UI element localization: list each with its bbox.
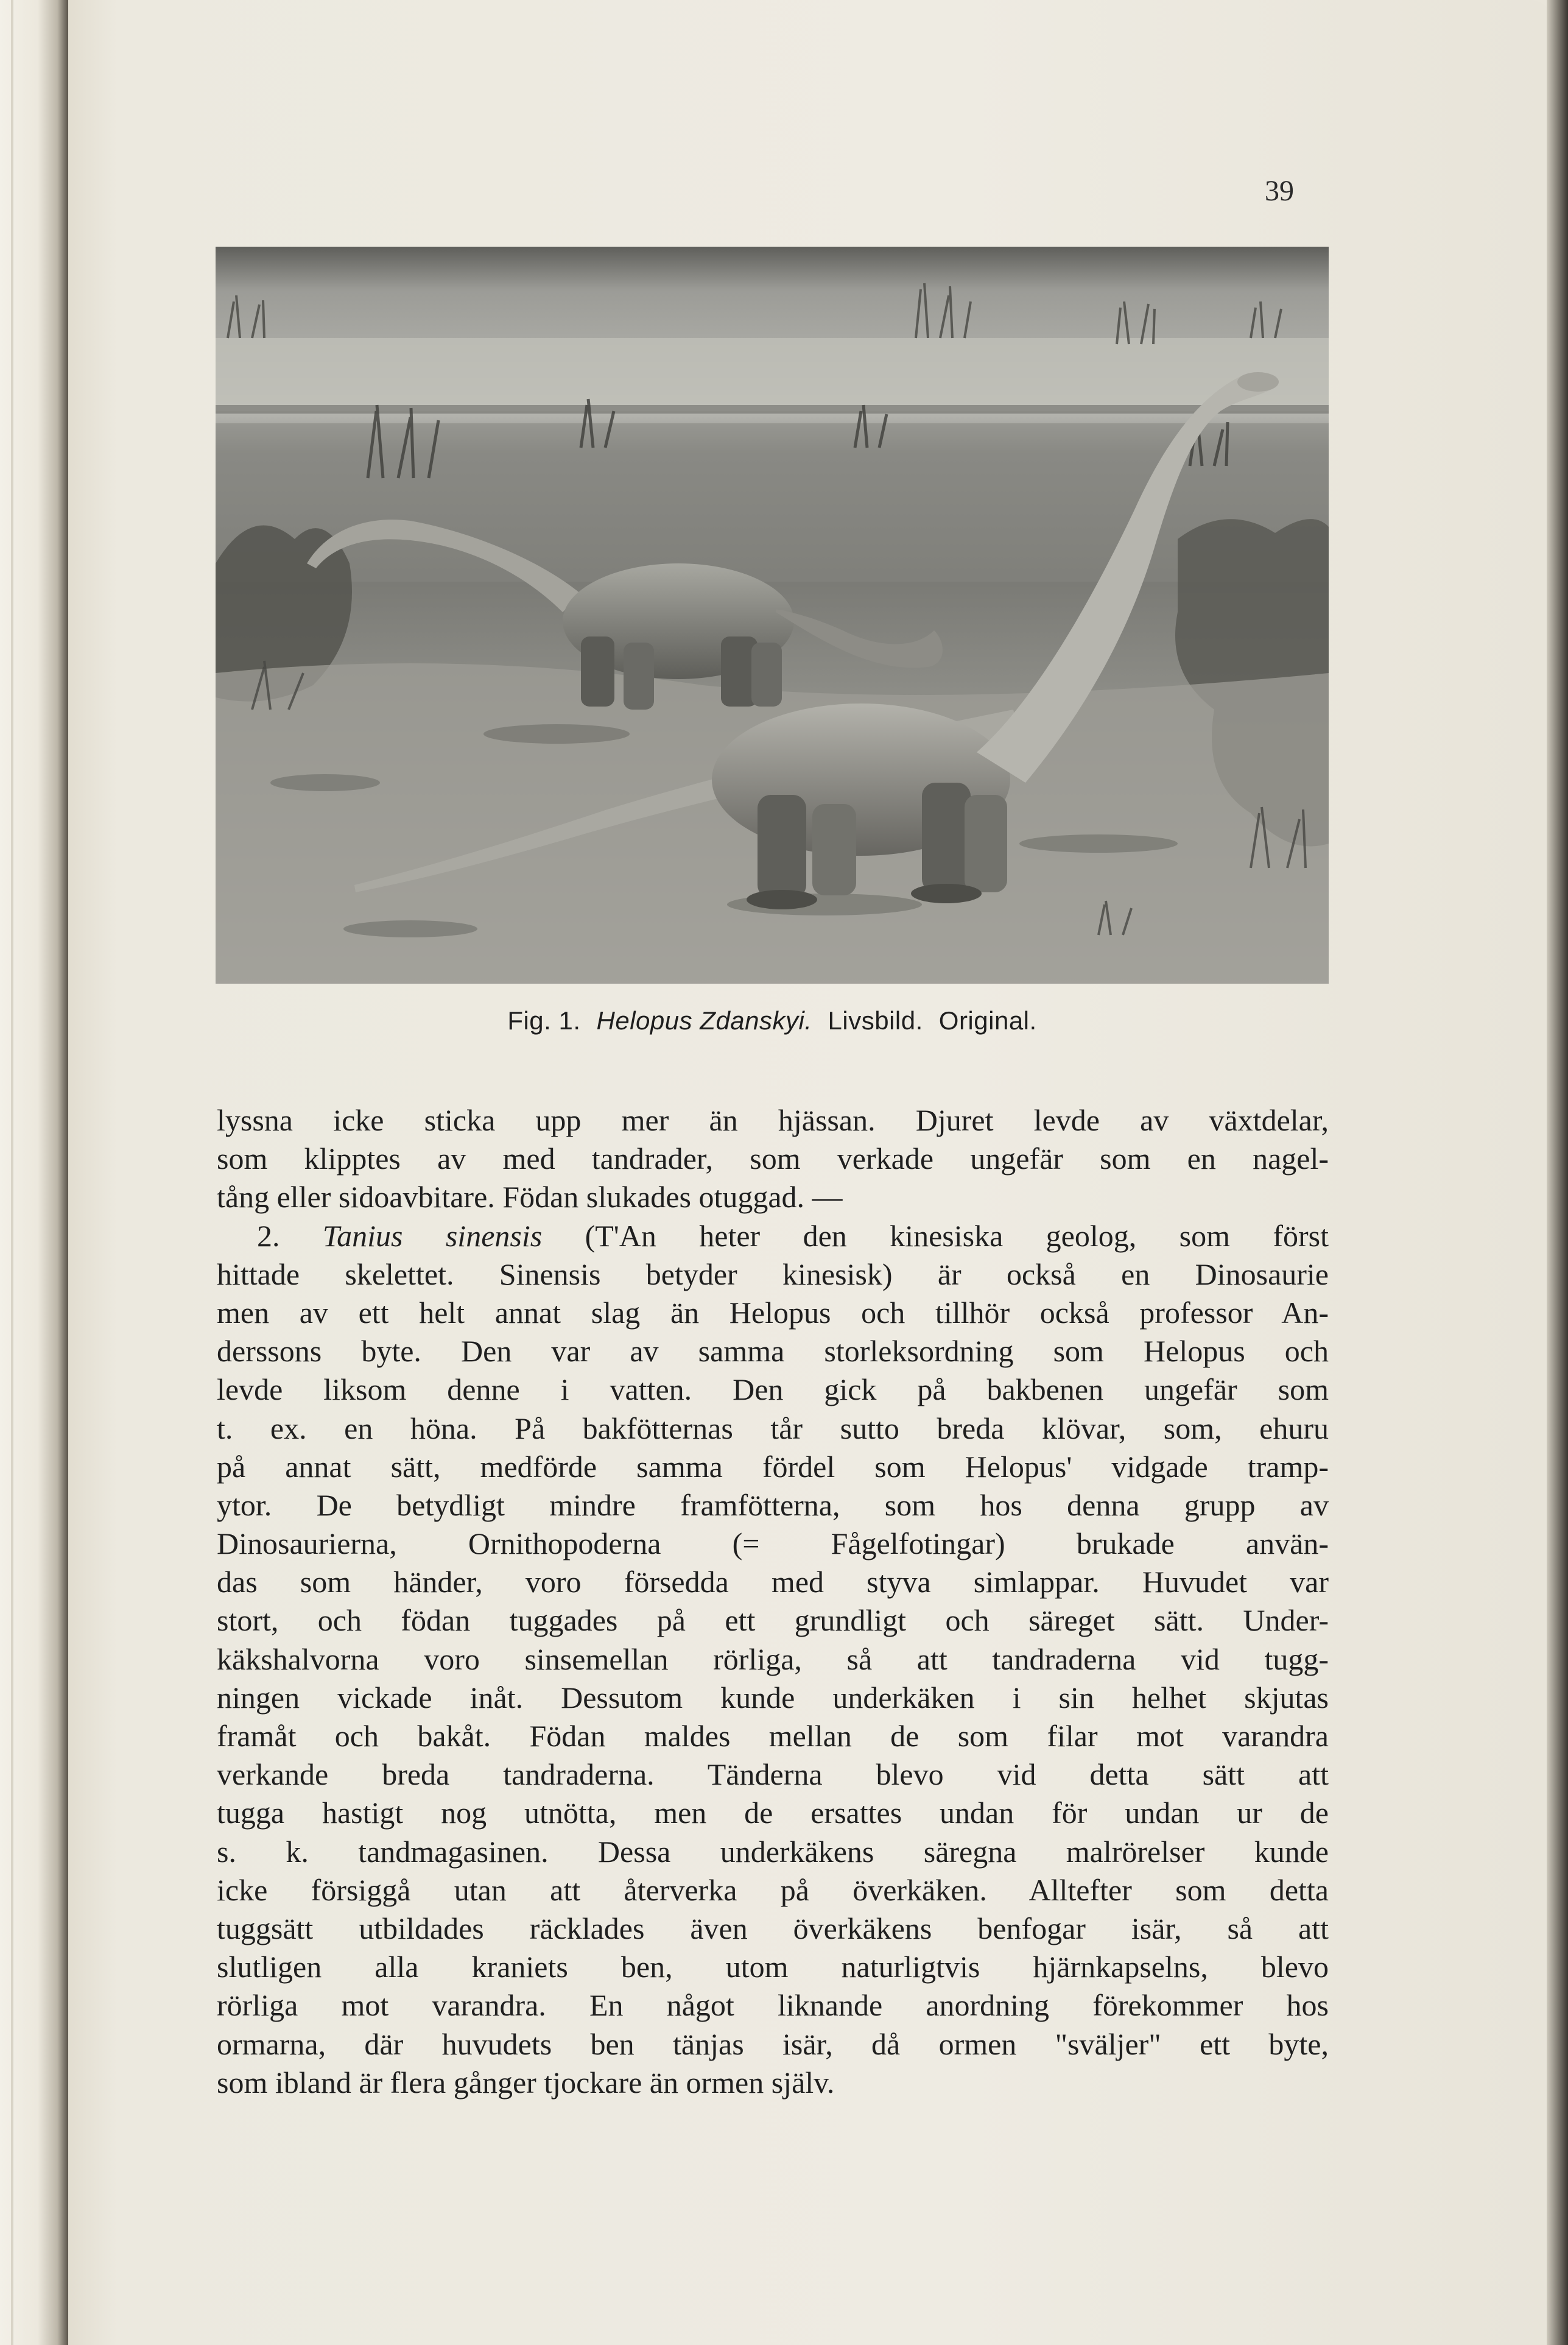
dinosaur-illustration [216, 247, 1329, 984]
text-line: tång eller sidoavbitare. Födan slukades otuggad. — [217, 1180, 843, 1215]
text-line: ningen vickade inåt. Dessutom kunde underkäken i sin helhet skjutas [217, 1680, 1329, 1715]
text-line: framåt och bakåt. Födan maldes mellan de som filar mot varandra [217, 1719, 1329, 1753]
text-line: Dinosaurierna, Ornithopoderna (= Fågelfotingar) brukade använ- [217, 1526, 1329, 1561]
figure-title: Helopus Zdanskyi. [596, 1006, 812, 1035]
text-line: rörliga mot varandra. En något liknande anordning förekommer hos [217, 1988, 1329, 2023]
figure-caption [216, 1006, 1329, 1035]
species-name: Tanius sinensis [322, 1218, 543, 1253]
text-line: hittade skelettet. Sinensis betyder kinesisk) är också en Dinosaurie [217, 1257, 1329, 1291]
text-line: som klipptes av med tandrader, som verkade ungefär som en nagel- [217, 1141, 1329, 1176]
text-line: ormarna, där huvudets ben tänjas isär, då ormen "sväljer" ett byte, [217, 2026, 1329, 2061]
text-line: slutligen alla kraniets ben, utom naturligtvis hjärnkapselns, blevo [217, 1950, 1329, 1984]
text-line: das som händer, voro försedda med styva simlappar. Huvudet var [217, 1565, 1329, 1599]
text-line: på annat sätt, medförde samma fördel som Helopus' vidgade tramp- [217, 1449, 1329, 1484]
figure-note: Original. [938, 1006, 1037, 1035]
figure-note: Livsbild. [828, 1006, 923, 1035]
text-line: tugga hastigt nog utnötta, men de ersattes undan för undan ur de [217, 1796, 1329, 1830]
page-number: 39 [1265, 175, 1294, 207]
text-span: (T'An heter den kinesiska geolog, som först [542, 1218, 1329, 1253]
text-line: icke försiggå utan att återverka på överkäken. Alltefter som detta [217, 1872, 1329, 1907]
text-line: ytor. De betydligt mindre framfötterna, som hos denna grupp av [217, 1487, 1329, 1522]
figure-label: Fig. 1. [507, 1006, 581, 1035]
text-line: derssons byte. Den var av samma storleksordning som Helopus och [217, 1334, 1329, 1369]
text-line: stort, och födan tuggades på ett grundligt och säreget sätt. Under- [217, 1603, 1329, 1638]
body-text [217, 1101, 1329, 2102]
text-line: t. ex. en höna. På bakfötternas tår sutto breda klövar, som, ehuru [217, 1411, 1329, 1445]
text-line: lyssna icke sticka upp mer än hjässan. Djuret levde av växtdelar, [217, 1103, 1329, 1137]
text-line [217, 1217, 1329, 1255]
text-line: s. k. tandmagasinen. Dessa underkäkens säregna malrörelser kunde [217, 1834, 1329, 1869]
list-marker: 2. [257, 1218, 323, 1253]
text-line: men av ett helt annat slag än Helopus och tillhör också professor An- [217, 1295, 1329, 1330]
text-line: käkshalvorna voro sinsemellan rörliga, så att tandraderna vid tugg- [217, 1642, 1329, 1676]
text-line: verkande breda tandraderna. Tänderna blevo vid detta sätt att [217, 1757, 1329, 1792]
left-page-edge [0, 0, 68, 2345]
text-line: tuggsätt utbildades räcklades även överkäkens benfogar isär, så att [217, 1911, 1329, 1945]
binding-line [11, 0, 13, 2345]
text-line: levde liksom denne i vatten. Den gick på bakbenen ungefär som [217, 1372, 1329, 1407]
text-line: som ibland är flera gånger tjockare än ormen själv. [217, 2065, 835, 2100]
right-page-edge [1547, 0, 1568, 2345]
